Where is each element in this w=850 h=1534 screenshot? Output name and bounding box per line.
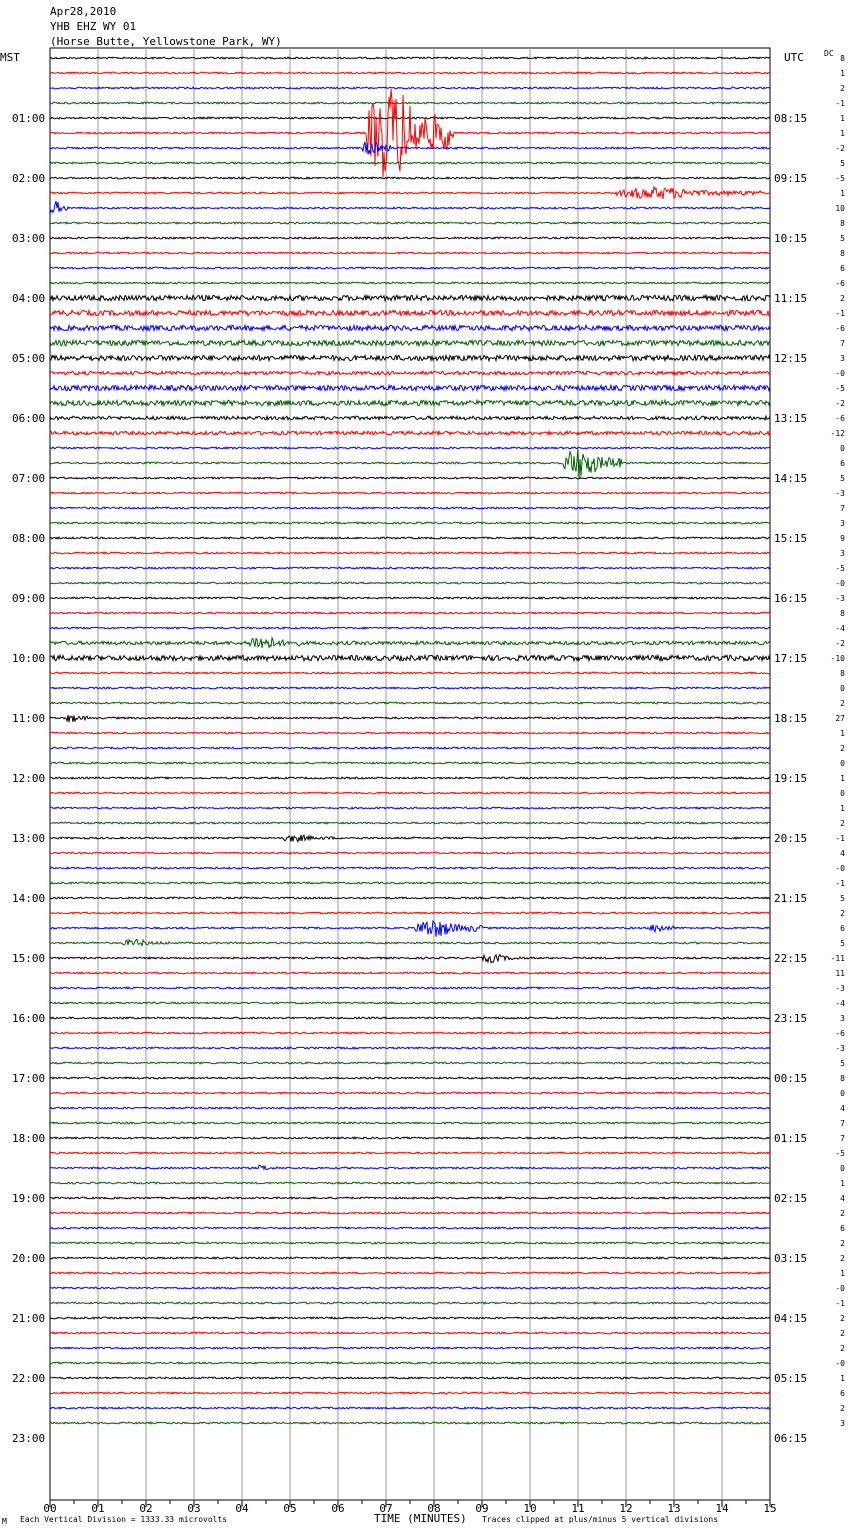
seismic-trace — [50, 1047, 770, 1049]
seismic-trace — [50, 747, 770, 749]
dc-offset-label: -3 — [835, 984, 845, 993]
seismic-trace — [50, 537, 770, 539]
utc-hour-label: 19:15 — [774, 772, 808, 785]
dc-offset-label: 1 — [840, 114, 845, 123]
x-tick-label: 06 — [331, 1502, 345, 1515]
seismic-trace — [50, 87, 770, 89]
utc-hour-label: 06:15 — [774, 1432, 808, 1445]
seismic-trace — [50, 340, 770, 345]
utc-hour-label: 18:15 — [774, 712, 808, 725]
x-axis-title: TIME (MINUTES) — [374, 1512, 467, 1525]
dc-offset-label: 2 — [840, 84, 845, 93]
seismic-trace — [50, 1197, 770, 1199]
seismic-trace — [50, 972, 770, 974]
seismic-trace — [50, 1077, 770, 1079]
utc-hour-label: 01:15 — [774, 1132, 808, 1145]
dc-offset-label: -5 — [835, 174, 845, 183]
seismic-trace — [50, 282, 770, 284]
dc-offset-label: 5 — [840, 939, 845, 948]
mst-hour-label: 09:00 — [12, 592, 46, 605]
dc-offset-label: -6 — [835, 324, 845, 333]
utc-hour-label: 13:15 — [774, 412, 808, 425]
dc-offset-label: -4 — [835, 624, 845, 633]
date-label: Apr28,2010 — [50, 5, 117, 18]
seismic-trace — [50, 416, 770, 420]
seismic-trace — [50, 567, 770, 569]
seismic-trace — [50, 921, 770, 937]
dc-offset-label: 0 — [840, 1089, 845, 1098]
seismic-trace — [50, 72, 770, 74]
dc-offset-label: 6 — [840, 1389, 845, 1398]
x-tick-label: 10 — [523, 1502, 537, 1515]
seismic-trace — [50, 987, 770, 989]
seismic-trace — [50, 1107, 770, 1109]
mst-hour-label: 01:00 — [12, 112, 46, 125]
x-tick-label: 07 — [379, 1502, 393, 1515]
utc-hour-label: 22:15 — [774, 952, 808, 965]
dc-offset-label: 2 — [840, 909, 845, 918]
seismic-trace — [50, 252, 770, 254]
dc-offset-label: 2 — [840, 1254, 845, 1263]
dc-offset-label: 2 — [840, 1314, 845, 1323]
dc-offset-label: -1 — [835, 879, 845, 888]
dc-offset-label: 0 — [840, 1164, 845, 1173]
seismic-trace — [50, 655, 770, 660]
seismic-trace — [50, 431, 770, 435]
dc-offset-label: 4 — [840, 849, 845, 858]
utc-hour-label: 17:15 — [774, 652, 808, 665]
mst-hour-label: 07:00 — [12, 472, 46, 485]
dc-offset-label: 2 — [840, 1239, 845, 1248]
dc-offset-label: 2 — [840, 1344, 845, 1353]
dc-offset-label: -3 — [835, 594, 845, 603]
dc-offset-label: 1 — [840, 189, 845, 198]
mst-hour-label: 15:00 — [12, 952, 46, 965]
dc-offset-label: 8 — [840, 609, 845, 618]
seismic-trace — [50, 638, 770, 648]
dc-offset-label: 2 — [840, 1404, 845, 1413]
utc-hour-label: 12:15 — [774, 352, 808, 365]
mst-hour-label: 12:00 — [12, 772, 46, 785]
dc-offset-label: 4 — [840, 1194, 845, 1203]
dc-offset-label: 8 — [840, 219, 845, 228]
dc-offset-label: 8 — [840, 1074, 845, 1083]
dc-offset-label: 3 — [840, 1419, 845, 1428]
seismic-trace — [50, 627, 770, 629]
mst-hour-label: 18:00 — [12, 1132, 46, 1145]
utc-hour-label: 08:15 — [774, 112, 808, 125]
left-zone-label: MST — [0, 51, 20, 64]
seismic-trace — [50, 835, 770, 842]
mst-hour-label: 04:00 — [12, 292, 46, 305]
seismic-trace — [50, 447, 770, 449]
x-tick-label: 00 — [43, 1502, 57, 1515]
location-label: (Horse Butte, Yellowstone Park, WY) — [50, 35, 282, 48]
seismic-trace — [50, 310, 770, 315]
seismic-trace — [50, 582, 770, 584]
seismic-trace — [50, 552, 770, 554]
utc-hour-label: 23:15 — [774, 1012, 808, 1025]
mst-hour-label: 21:00 — [12, 1312, 46, 1325]
mst-hour-label: 20:00 — [12, 1252, 46, 1265]
dc-offset-label: 1 — [840, 1374, 845, 1383]
seismic-traces — [50, 57, 770, 1424]
seismic-trace — [50, 177, 770, 179]
dc-offset-label: 0 — [840, 444, 845, 453]
seismic-trace — [50, 1017, 770, 1019]
dc-offset-label: 6 — [840, 1224, 845, 1233]
utc-hour-label: 03:15 — [774, 1252, 808, 1265]
dc-offset-label: 3 — [840, 354, 845, 363]
utc-hour-label: 09:15 — [774, 172, 808, 185]
dc-offset-label: 6 — [840, 459, 845, 468]
mst-hour-label: 06:00 — [12, 412, 46, 425]
seismic-trace — [50, 1287, 770, 1289]
seismic-trace — [50, 897, 770, 899]
dc-offset-label: 2 — [840, 819, 845, 828]
dc-offset-label: -6 — [835, 414, 845, 423]
seismic-trace — [50, 142, 770, 155]
station-label: YHB EHZ WY 01 — [50, 20, 137, 33]
x-tick-label: 03 — [187, 1502, 201, 1515]
dc-offset-label: -6 — [835, 1029, 845, 1038]
seismic-trace — [50, 1422, 770, 1424]
dc-offset-label: 6 — [840, 924, 845, 933]
mst-hour-label: 11:00 — [12, 712, 46, 725]
dc-offset-label: -1 — [835, 1299, 845, 1308]
dc-offset-label: 6 — [840, 264, 845, 273]
seismic-trace — [50, 882, 770, 884]
seismic-trace — [50, 325, 770, 330]
chart-labels — [0, 49, 845, 1526]
seismic-trace — [50, 1302, 770, 1304]
mst-hour-label: 14:00 — [12, 892, 46, 905]
seismic-trace — [50, 777, 770, 779]
seismic-trace — [50, 1317, 770, 1319]
seismic-trace — [50, 762, 770, 764]
dc-offset-label: 8 — [840, 249, 845, 258]
dc-offset-label: 0 — [840, 759, 845, 768]
seismic-trace — [50, 1257, 770, 1259]
dc-offset-label: -3 — [835, 489, 845, 498]
mst-hour-label: 23:00 — [12, 1432, 46, 1445]
seismic-trace — [50, 1332, 770, 1334]
dc-offset-label: 0 — [840, 789, 845, 798]
dc-offset-label: -1 — [835, 309, 845, 318]
seismic-trace — [50, 732, 770, 734]
dc-offset-label: 1 — [840, 1179, 845, 1188]
corner-mark: M — [2, 1517, 7, 1526]
x-tick-label: 08 — [427, 1502, 441, 1515]
seismic-trace — [50, 222, 770, 224]
seismic-trace — [50, 102, 770, 104]
plot-frame — [50, 48, 770, 1500]
seismic-trace — [50, 912, 770, 914]
seismic-trace — [50, 400, 770, 405]
seismic-trace — [50, 687, 770, 689]
utc-hour-label: 15:15 — [774, 532, 808, 545]
x-tick-label: 11 — [571, 1502, 585, 1515]
dc-offset-label: 5 — [840, 234, 845, 243]
dc-offset-label: 7 — [840, 1119, 845, 1128]
seismic-trace — [50, 852, 770, 854]
dc-offset-label: -0 — [835, 864, 845, 873]
dc-offset-label: 11 — [835, 969, 845, 978]
seismic-trace — [50, 1137, 770, 1139]
seismic-trace — [50, 1212, 770, 1214]
x-tick-label: 01 — [91, 1502, 105, 1515]
dc-offset-label: 2 — [840, 1329, 845, 1338]
dc-offset-label: 2 — [840, 294, 845, 303]
seismic-trace — [50, 507, 770, 509]
dc-offset-label: -2 — [835, 144, 845, 153]
dc-offset-label: -3 — [835, 1044, 845, 1053]
seismic-trace — [50, 477, 770, 479]
seismic-trace — [50, 1032, 770, 1034]
dc-offset-label: -5 — [835, 384, 845, 393]
x-tick-label: 04 — [235, 1502, 249, 1515]
dc-offset-label: 1 — [840, 804, 845, 813]
utc-hour-label: 00:15 — [774, 1072, 808, 1085]
dc-offset-label: -12 — [830, 429, 845, 438]
dc-offset-label: 7 — [840, 504, 845, 513]
seismic-trace — [50, 449, 770, 478]
utc-hour-label: 20:15 — [774, 832, 808, 845]
mst-hour-label: 10:00 — [12, 652, 46, 665]
seismic-trace — [50, 385, 770, 390]
seismic-trace — [50, 612, 770, 614]
dc-offset-label: 3 — [840, 1014, 845, 1023]
utc-hour-label: 05:15 — [774, 1372, 808, 1385]
utc-hour-label: 02:15 — [774, 1192, 808, 1205]
dc-offset-label: -6 — [835, 279, 845, 288]
utc-hour-label: 14:15 — [774, 472, 808, 485]
dc-offset-label: 1 — [840, 774, 845, 783]
dc-offset-label: -0 — [835, 579, 845, 588]
seismic-trace — [50, 1242, 770, 1244]
x-tick-label: 05 — [283, 1502, 297, 1515]
utc-hour-label: 11:15 — [774, 292, 808, 305]
seismic-trace — [50, 1347, 770, 1349]
utc-hour-label: 16:15 — [774, 592, 808, 605]
x-tick-label: 13 — [667, 1502, 681, 1515]
seismic-trace — [50, 807, 770, 809]
dc-offset-label: 1 — [840, 69, 845, 78]
dc-offset-label: 2 — [840, 744, 845, 753]
seismic-trace — [50, 355, 770, 360]
seismic-trace — [50, 1407, 770, 1409]
seismic-trace — [50, 522, 770, 524]
dc-offset-label: 10 — [835, 204, 845, 213]
seismic-trace — [50, 492, 770, 494]
mst-hour-label: 02:00 — [12, 172, 46, 185]
seismic-trace — [50, 1182, 770, 1184]
seismic-trace — [50, 1152, 770, 1154]
seismic-trace — [50, 1002, 770, 1004]
dc-offset-label: 5 — [840, 1059, 845, 1068]
seismic-trace — [50, 715, 770, 722]
dc-offset-label: 9 — [840, 534, 845, 543]
right-zone-label: UTC — [784, 51, 804, 64]
dc-offset-label: 4 — [840, 1104, 845, 1113]
seismic-trace — [50, 1377, 770, 1379]
utc-hour-label: 10:15 — [774, 232, 808, 245]
seismic-trace — [50, 162, 770, 164]
dc-offset-label: 1 — [840, 129, 845, 138]
seismic-trace — [50, 792, 770, 794]
mst-hour-label: 13:00 — [12, 832, 46, 845]
x-tick-label: 12 — [619, 1502, 633, 1515]
dc-offset-label: 5 — [840, 474, 845, 483]
x-tick-label: 15 — [763, 1502, 777, 1515]
dc-offset-label: -0 — [835, 1284, 845, 1293]
x-tick-label: 02 — [139, 1502, 153, 1515]
x-tick-label: 09 — [475, 1502, 489, 1515]
utc-hour-label: 04:15 — [774, 1312, 808, 1325]
dc-offset-label: 5 — [840, 159, 845, 168]
dc-offset-label: 5 — [840, 894, 845, 903]
seismic-trace — [50, 267, 770, 269]
mst-hour-label: 22:00 — [12, 1372, 46, 1385]
scale-note: Each Vertical Division = 1333.33 microvolts — [20, 1515, 228, 1524]
mst-hour-label: 19:00 — [12, 1192, 46, 1205]
dc-offset-label: -1 — [835, 834, 845, 843]
seismic-trace — [50, 939, 770, 946]
dc-offset-label: -4 — [835, 999, 845, 1008]
seismic-trace — [50, 201, 770, 213]
clip-note: Traces clipped at plus/minus 5 vertical divisions — [482, 1515, 719, 1524]
seismic-trace — [50, 1122, 770, 1124]
dc-offset-label: 3 — [840, 519, 845, 528]
mst-hour-label: 05:00 — [12, 352, 46, 365]
dc-offset-label: -0 — [835, 1359, 845, 1368]
seismic-trace — [50, 702, 770, 704]
dc-offset-label: 7 — [840, 339, 845, 348]
seismic-trace — [50, 187, 770, 199]
seismic-trace — [50, 955, 770, 963]
dc-offset-label: -5 — [835, 1149, 845, 1158]
seismic-trace — [50, 1362, 770, 1364]
mst-hour-label: 17:00 — [12, 1072, 46, 1085]
mst-hour-label: 16:00 — [12, 1012, 46, 1025]
dc-offset-label: 27 — [835, 714, 845, 723]
dc-offset-label: -0 — [835, 369, 845, 378]
seismic-trace — [50, 1227, 770, 1229]
seismic-trace — [50, 867, 770, 869]
seismic-trace — [50, 237, 770, 239]
dc-offset-label: 2 — [840, 699, 845, 708]
dc-offset-label: 7 — [840, 1134, 845, 1143]
dc-offset-label: -2 — [835, 399, 845, 408]
mst-hour-label: 08:00 — [12, 532, 46, 545]
dc-offset-label: 1 — [840, 729, 845, 738]
dc-label: DC — [824, 49, 834, 58]
seismic-trace — [50, 822, 770, 824]
x-tick-label: 14 — [715, 1502, 729, 1515]
dc-offset-label: 3 — [840, 549, 845, 558]
dc-offset-label: 2 — [840, 1209, 845, 1218]
mst-hour-label: 03:00 — [12, 232, 46, 245]
dc-offset-label: 8 — [840, 54, 845, 63]
utc-hour-label: 21:15 — [774, 892, 808, 905]
seismic-trace — [50, 597, 770, 599]
dc-offset-label: 0 — [840, 684, 845, 693]
seismic-trace — [50, 1092, 770, 1094]
dc-offset-label: -1 — [835, 99, 845, 108]
seismic-trace — [50, 1062, 770, 1064]
seismic-trace — [50, 1165, 770, 1169]
seismic-trace — [50, 1392, 770, 1394]
seismic-trace — [50, 371, 770, 375]
dc-offset-label: 8 — [840, 669, 845, 678]
dc-offset-label: -10 — [830, 654, 845, 663]
dc-offset-label: -5 — [835, 564, 845, 573]
dc-offset-label: -2 — [835, 639, 845, 648]
seismic-trace — [50, 672, 770, 674]
seismic-trace — [50, 1272, 770, 1274]
dc-offset-label: 1 — [840, 1269, 845, 1278]
seismic-trace — [50, 295, 770, 300]
dc-offset-label: -11 — [830, 954, 845, 963]
seismic-trace — [50, 57, 770, 59]
